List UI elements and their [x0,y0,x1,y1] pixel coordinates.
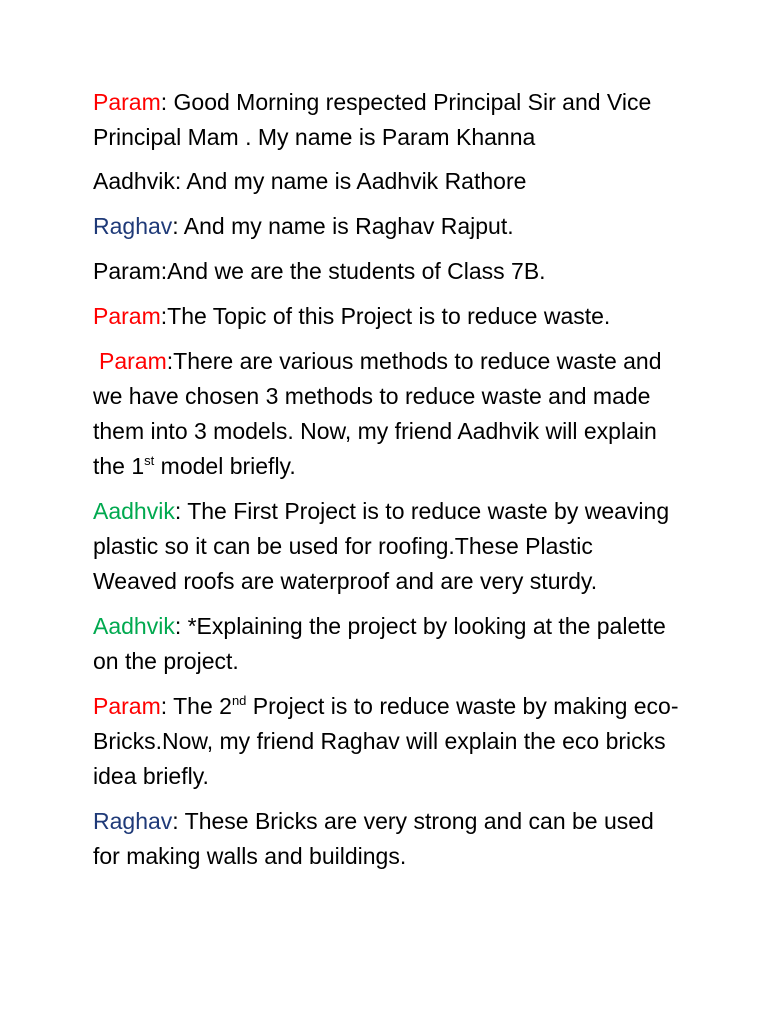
line-text: The 2 [173,693,232,719]
speaker-param: Param [93,303,161,329]
dialogue-line-4 [93,254,683,289]
speaker-aadhvik: Aadhvik [93,613,175,639]
dialogue-line-10 [93,804,683,874]
speaker-aadhvik: Aadhvik [93,168,175,194]
separator: : [172,808,185,834]
speaker-param: Param [93,258,161,284]
dialogue-line-7 [93,494,683,599]
dialogue-line-5 [93,299,683,334]
dialogue-line-6 [93,344,683,484]
separator: : [166,348,174,374]
speaker-raghav: Raghav [93,213,173,239]
speaker-param: Param [93,693,161,719]
separator: : [174,613,188,639]
separator: : [160,89,174,115]
dialogue-line-3 [93,209,683,244]
dialogue-line-9 [93,689,683,794]
line-text-cont: Project is to reduce waste by making eco-Bricks.Now, my friend Raghav will explain the eco bricks idea briefly. [93,693,679,789]
dialogue-line-2 [93,164,683,199]
separator: : [172,213,184,239]
dialogue-line-1 [93,85,683,155]
dialogue-line-8 [93,609,683,679]
line-text-cont: model briefly. [154,453,296,479]
line-text: These Bricks are very strong and can be used for making walls and buildings. [93,808,654,869]
line-text: *Explaining the project by looking at the palette on the project. [93,613,666,674]
superscript: st [144,453,155,468]
separator: : [160,258,168,284]
separator: : [160,693,174,719]
line-text: And we are the students of Class 7B. [167,258,546,284]
line-text: And my name is Aadhvik Rathore [186,168,527,194]
line-text: Good Morning respected Principal Sir and Vice Principal Mam . My name is Param Khanna [93,89,652,150]
line-text: The First Project is to reduce waste by weaving plastic so it can be used for roofing.These Plastic Weaved roofs are waterproof and are very sturdy. [93,498,670,594]
line-text: And my name is Raghav Rajput. [183,213,514,239]
superscript: nd [231,693,247,708]
line-text: There are various methods to reduce waste and we have chosen 3 methods to reduce waste and made them into 3 models. Now, my friend Aadhvik will explain the 1 [93,348,662,479]
speaker-param: Param [93,89,161,115]
speaker-aadhvik: Aadhvik [93,498,175,524]
separator: : [174,168,187,194]
line-text: The Topic of this Project is to reduce waste. [167,303,611,329]
separator: : [160,303,168,329]
speaker-param: Param [99,348,167,374]
speaker-raghav: Raghav [93,808,173,834]
separator: : [174,498,188,524]
